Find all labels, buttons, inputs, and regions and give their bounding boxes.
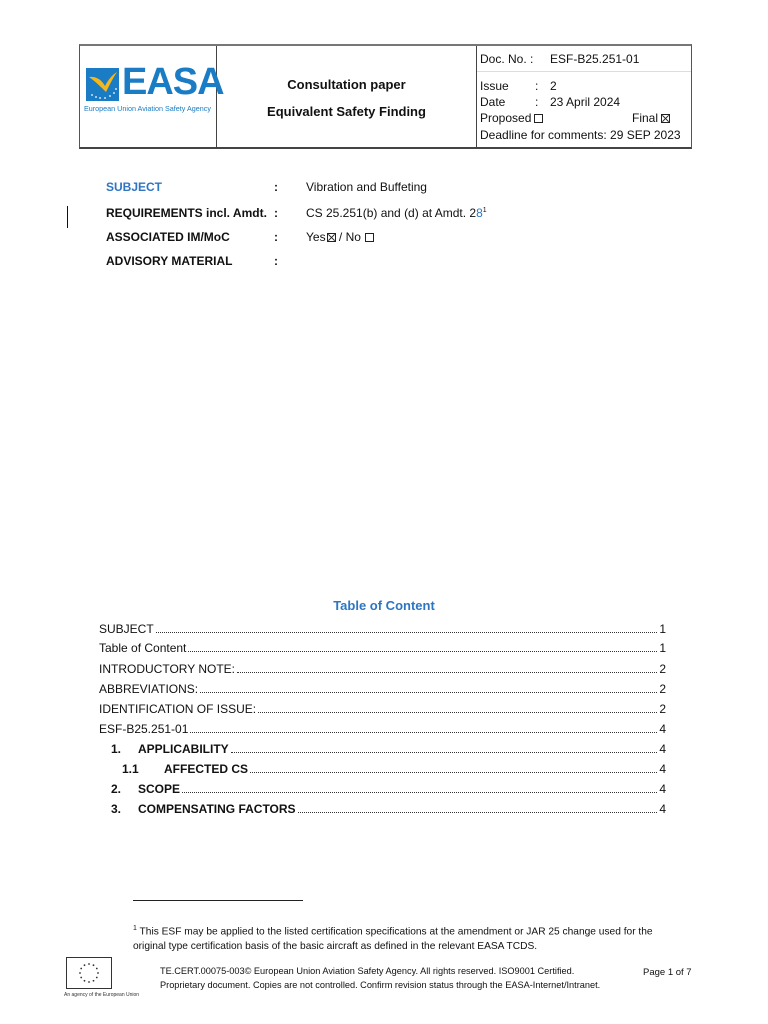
toc-entry-page: 4 [659,742,666,756]
toc-entry-page: 4 [659,722,666,736]
footnote-text: This ESF may be applied to the listed certification specifications at the amendment or JAR 25 change used for the original type certification basis of the basic aircraft as defined in the relevant EASA TCDS. [133,926,653,953]
requirements-colon: : [274,206,278,220]
toc-entry-page: 1 [659,622,666,636]
toc-leader [190,731,657,733]
final-checkbox[interactable] [661,114,670,123]
advisory-label: ADVISORY MATERIAL [106,254,233,268]
logo-wordmark: EASA [122,61,224,103]
associated-label: ASSOCIATED IM/MoC [106,230,230,244]
footnote-ref-link[interactable]: 1 [482,207,487,214]
issue-label: Issue [480,79,509,93]
doc-no-value: ESF-B25.251-01 [550,52,640,66]
subject-colon: : [274,180,278,194]
toc-entry[interactable] [122,762,666,776]
toc-entry[interactable] [99,702,666,716]
toc-entry[interactable] [99,722,666,736]
footnote-separator [133,900,303,901]
toc-entry-label: INTRODUCTORY NOTE: [99,662,236,676]
document-title: Equivalent Safety Finding [267,104,426,119]
toc-entry-page: 2 [659,682,666,696]
toc-entry[interactable] [99,662,666,676]
document-type: Consultation paper [287,77,406,92]
toc-entry-label: ABBREVIATIONS: [99,682,199,696]
toc-title: Table of Content [333,598,435,613]
toc-entry-label: APPLICABILITY [138,742,229,756]
toc-leader [200,691,657,693]
date-separator: : [535,95,539,109]
issue-separator: : [535,79,539,93]
toc-entry-page: 4 [659,762,666,776]
document-header [79,44,692,149]
requirements-text: CS 25.251(b) and (d) at Amdt. 2 [306,206,477,220]
toc-entry-label: SUBJECT [99,622,154,636]
toc-entry-page: 2 [659,702,666,716]
subject-label: SUBJECT [106,180,163,194]
divider [477,71,691,72]
no-checkbox[interactable] [365,233,374,242]
requirements-label: REQUIREMENTS incl. Amdt. [106,206,267,220]
document-info-cell [477,46,691,147]
date-row [480,95,621,109]
doc-no-label: Doc. No. : [480,52,534,66]
toc-entry-page: 2 [659,662,666,676]
toc-entry-label: AFFECTED CS [164,762,248,776]
easa-bird-logo-icon [86,68,119,101]
toc-entry-page: 4 [659,782,666,796]
issue-row [480,79,557,93]
requirements-amendment-digit: 8 [476,206,483,220]
footnote [133,921,678,954]
no-label: / No [335,230,361,244]
requirements-value [306,206,487,220]
yes-checkbox[interactable] [327,233,336,242]
eu-flag-icon [66,957,112,989]
proposed-label: Proposed [480,111,532,125]
change-bar [67,206,68,228]
toc-leader [237,671,657,673]
issue-value: 2 [550,79,557,93]
page-number: Page 1 of 7 [643,967,692,978]
proposed-checkbox[interactable] [534,114,543,123]
toc-entry[interactable] [111,742,666,756]
toc-leader [188,650,657,652]
toc-entry[interactable] [99,682,666,696]
toc-entry-label: IDENTIFICATION OF ISSUE: [99,702,257,716]
toc-entry-number: 1.1 [122,762,139,776]
deadline: Deadline for comments: 29 SEP 2023 [480,128,681,142]
footer-line-2: Proprietary document. Copies are not controlled. Confirm revision status through the EASA-Internet/Intranet. [160,980,601,990]
toc-entry[interactable] [99,622,666,636]
title-cell [217,46,477,147]
toc-entry-number: 3. [111,802,122,816]
toc-leader [231,751,658,753]
footnote-number: 1 [133,925,137,932]
doc-no-row [480,52,640,66]
final-label: Final [632,111,659,125]
associated-colon: : [274,230,278,244]
final-row [632,111,670,125]
toc-entry-number: 2. [111,782,122,796]
proposed-row [480,111,543,125]
footer-text [160,964,600,992]
toc-entry[interactable] [111,782,666,796]
toc-leader [258,711,657,713]
date-label: Date [480,95,506,109]
advisory-colon: : [274,254,278,268]
toc-entry-page: 1 [659,641,666,655]
toc-leader [250,771,657,773]
toc-leader [182,791,657,793]
toc-entry-label: SCOPE [138,782,181,796]
logo-cell [80,46,224,147]
date-value: 23 April 2024 [550,95,621,109]
subject-value: Vibration and Buffeting [306,180,427,194]
toc-entry[interactable] [111,802,666,816]
toc-leader [298,811,658,813]
eu-agency-caption: An agency of the European Union [64,992,140,998]
logo-subtitle: European Union Aviation Safety Agency [84,104,211,113]
yes-label: Yes [306,230,326,244]
toc-entry[interactable] [99,641,666,655]
toc-leader [156,631,658,633]
toc-entry-number: 1. [111,742,122,756]
footer-line-1: TE.CERT.00075-003© European Union Aviation Safety Agency. All rights reserved. ISO9001 Certified. [160,966,575,976]
toc-entry-label: ESF-B25.251-01 [99,722,189,736]
associated-value [306,230,374,244]
toc-entry-label: Table of Content [99,641,187,655]
toc-entry-label: COMPENSATING FACTORS [138,802,296,816]
toc-entry-page: 4 [659,802,666,816]
